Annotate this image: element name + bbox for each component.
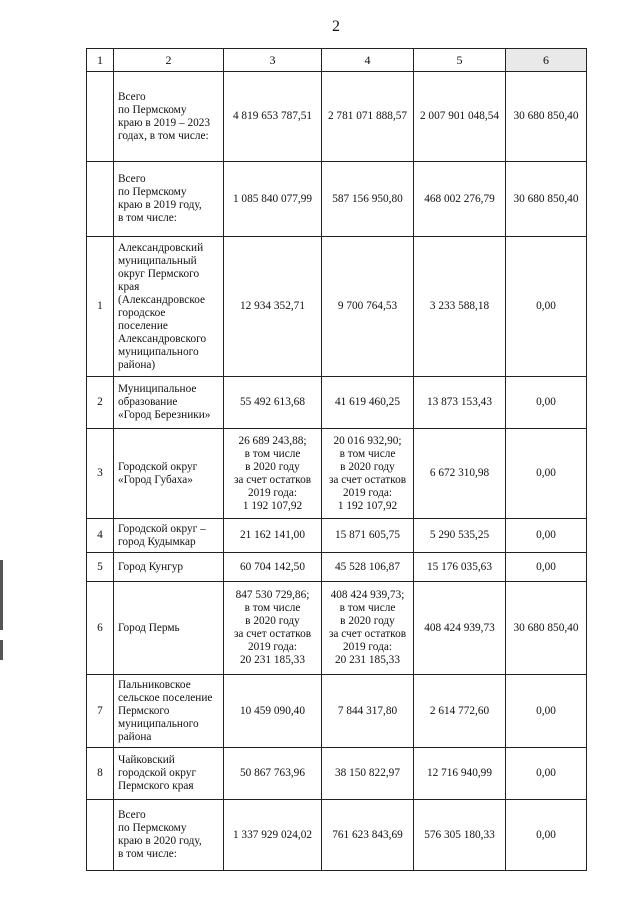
cell-text-line: в том числе: (118, 848, 177, 860)
cell-text-line: Город Кунгур (118, 560, 184, 573)
cell-text-line: 408 424 939,73 (424, 621, 495, 634)
territory-name-cell (114, 582, 224, 675)
cell-text-line: «Город Березники» (118, 409, 211, 421)
cell-text-line: за счет остатков (233, 473, 312, 486)
cell-text-line: 0,00 (536, 300, 556, 312)
table-row (87, 162, 587, 237)
cell-text-line: муниципального (118, 345, 199, 358)
column-6-amount-cell (506, 582, 587, 675)
column-3-amount-cell (224, 377, 322, 429)
cell-text-line: муниципального (118, 717, 199, 730)
cell-text-line: 0,00 (536, 767, 556, 779)
row-number-cell (87, 72, 114, 162)
table-row (87, 519, 587, 553)
cell-text-line: 0,00 (536, 529, 556, 541)
cell-text-line: в 2020 году (340, 615, 395, 627)
territory-name-cell (114, 72, 224, 162)
cell-text-line: 41 619 460,25 (335, 396, 400, 408)
cell-text-line: 15 871 605,75 (335, 529, 400, 541)
cell-text-line: в 2020 году (245, 615, 300, 627)
cell-text-line: Всего (118, 173, 146, 185)
column-3-amount-cell (224, 748, 322, 800)
column-4-amount-cell (322, 377, 414, 429)
column-6-amount-cell (506, 748, 587, 800)
cell-text-line: в 2020 году (340, 460, 395, 473)
column-5-amount-cell (414, 72, 506, 162)
row-number-cell (87, 800, 114, 871)
cell-text-line: округ Пермского (118, 267, 200, 280)
column-5-amount-cell (414, 582, 506, 675)
column-6-amount-cell (506, 429, 587, 519)
cell-text-line: 20 231 185,33 (335, 654, 400, 666)
page-number: 2 (332, 18, 340, 35)
column-6-amount-cell (506, 553, 587, 582)
column-4-amount-cell (322, 429, 414, 519)
cell-text-line: Чайковский (118, 754, 175, 766)
cell-text-line: Муниципальное (118, 383, 197, 395)
row-number-cell: 3 (87, 429, 114, 519)
cell-text-line: 30 680 850,40 (513, 110, 579, 122)
column-6-amount-cell (506, 377, 587, 429)
cell-text-line: 0,00 (536, 560, 556, 573)
column-4-amount-cell (322, 748, 414, 800)
header-cell-5: 5 (414, 49, 506, 72)
header-cell-6: 6 (506, 49, 587, 72)
cell-text-line: «Город Губаха» (118, 473, 193, 486)
cell-text-line: краю в 2020 году, (118, 835, 202, 847)
cell-text-line: 12 716 940,99 (427, 767, 492, 779)
column-3-amount-cell (224, 675, 322, 748)
column-3-amount-cell (224, 162, 322, 237)
cell-text-line: Александровского (118, 332, 207, 345)
cell-text-line: 30 680 850,40 (513, 621, 579, 634)
column-6-amount-cell (506, 72, 587, 162)
table-row (87, 429, 587, 519)
cell-text-line: 2019 года: (248, 486, 297, 499)
column-3-amount-cell (224, 582, 322, 675)
cell-text-line: Пермского (118, 704, 170, 717)
column-5-amount-cell (414, 675, 506, 748)
territory-name-cell (114, 675, 224, 748)
territory-name-cell (114, 162, 224, 237)
cell-text-line: 3 233 588,18 (429, 300, 490, 312)
cell-text-line: района) (118, 358, 156, 371)
cell-text-line: в том числе (339, 447, 396, 460)
cell-text-line: 6 672 310,98 (429, 467, 490, 479)
cell-text-line: городское (118, 306, 166, 319)
territory-name-cell (114, 553, 224, 582)
cell-text-line: края (118, 280, 140, 293)
cell-text-line: город Кудымкар (118, 535, 196, 548)
column-5-amount-cell (414, 800, 506, 871)
territory-name-cell (114, 800, 224, 871)
column-5-amount-cell (414, 748, 506, 800)
table-row (87, 800, 587, 871)
scan-edge-mark (0, 560, 3, 630)
cell-text-line: 2 614 772,60 (429, 704, 490, 717)
cell-text-line: Городской округ – (118, 522, 206, 535)
row-number-cell: 6 (87, 582, 114, 675)
territory-name-cell (114, 429, 224, 519)
cell-text-line: 20 016 932,90; (333, 434, 402, 447)
cell-text-line: (Александровское (118, 293, 206, 306)
cell-text-line: за счет остатков (233, 628, 312, 640)
column-5-amount-cell (414, 429, 506, 519)
cell-text-line: 13 873 153,43 (427, 396, 492, 408)
cell-text-line: 7 844 317,80 (337, 704, 398, 717)
cell-text-line: 0,00 (536, 467, 556, 479)
cell-text-line: 2 781 071 888,57 (327, 110, 408, 122)
cell-text-line: краю в 2019 году, (118, 199, 202, 211)
cell-text-line: Город Пермь (118, 621, 180, 634)
cell-text-line: годах, в том числе: (118, 129, 209, 142)
cell-text-line: 9 700 764,53 (337, 300, 398, 312)
cell-text-line: 2019 года: (343, 641, 392, 653)
cell-text-line: 60 704 142,50 (240, 560, 305, 573)
column-4-amount-cell (322, 582, 414, 675)
cell-text-line: 38 150 822,97 (335, 767, 400, 779)
cell-text-line: в том числе: (118, 212, 177, 224)
cell-text-line: 45 528 106,87 (335, 560, 400, 573)
cell-text-line: 15 176 035,63 (427, 560, 492, 573)
cell-text-line: Городской округ (118, 460, 198, 473)
table-row (87, 553, 587, 582)
cell-text-line: 847 530 729,86; (235, 589, 310, 601)
cell-text-line: 10 459 090,40 (240, 704, 305, 717)
table-row (87, 72, 587, 162)
column-5-amount-cell (414, 553, 506, 582)
cell-text-line: 1 192 107,92 (337, 499, 398, 512)
cell-text-line: 1 192 107,92 (242, 499, 303, 512)
row-number-cell (87, 162, 114, 237)
row-number-cell: 2 (87, 377, 114, 429)
cell-text-line: поселение (118, 319, 168, 332)
cell-text-line: 50 867 763,96 (240, 767, 305, 779)
cell-text-line: образование (118, 396, 178, 408)
header-cell-4: 4 (322, 49, 414, 72)
cell-text-line: за счет остатков (328, 628, 407, 640)
cell-text-line: 2019 года: (343, 486, 392, 499)
column-4-amount-cell (322, 675, 414, 748)
column-3-amount-cell (224, 519, 322, 553)
cell-text-line: по Пермскому (118, 186, 187, 198)
column-6-amount-cell (506, 519, 587, 553)
header-cell-3: 3 (224, 49, 322, 72)
cell-text-line: сельское поселение (118, 691, 213, 704)
cell-text-line: 26 689 243,88; (238, 434, 307, 447)
column-3-amount-cell (224, 553, 322, 582)
cell-text-line: городской округ (118, 767, 197, 779)
cell-text-line: 468 002 276,79 (424, 192, 495, 205)
table-row (87, 748, 587, 800)
header-row (87, 49, 587, 72)
column-4-amount-cell (322, 553, 414, 582)
cell-text-line: Пальниковское (118, 678, 191, 691)
cell-text-line: 2 007 901 048,54 (419, 110, 500, 122)
column-4-amount-cell (322, 72, 414, 162)
column-5-amount-cell (414, 519, 506, 553)
column-5-amount-cell (414, 162, 506, 237)
budget-table (86, 48, 587, 871)
cell-text-line: по Пермскому (118, 822, 187, 834)
territory-name-cell (114, 377, 224, 429)
cell-text-line: 0,00 (536, 828, 556, 841)
column-3-amount-cell (224, 72, 322, 162)
cell-text-line: 12 934 352,71 (240, 300, 305, 312)
cell-text-line: в 2020 году (245, 460, 300, 473)
column-6-amount-cell (506, 162, 587, 237)
column-3-amount-cell (224, 800, 322, 871)
cell-text-line: 0,00 (536, 704, 556, 717)
cell-text-line: 55 492 613,68 (240, 396, 305, 408)
cell-text-line: 5 290 535,25 (429, 529, 490, 541)
cell-text-line: 408 424 939,73; (330, 589, 405, 601)
column-4-amount-cell (322, 800, 414, 871)
row-number-cell: 1 (87, 237, 114, 377)
cell-text-line: 21 162 141,00 (240, 529, 305, 541)
scan-edge-mark (0, 640, 3, 660)
cell-text-line: в том числе (244, 447, 301, 460)
table-row (87, 377, 587, 429)
column-3-amount-cell (224, 237, 322, 377)
table-row (87, 582, 587, 675)
territory-name-cell (114, 519, 224, 553)
cell-text-line: 4 819 653 787,51 (232, 110, 313, 122)
column-4-amount-cell (322, 519, 414, 553)
cell-text-line: района (118, 730, 152, 743)
cell-text-line: за счет остатков (328, 473, 407, 486)
cell-text-line: Пермского края (118, 780, 194, 792)
cell-text-line: Александровский (118, 241, 204, 254)
column-3-amount-cell (224, 429, 322, 519)
cell-text-line: краю в 2019 – 2023 (118, 116, 211, 129)
cell-text-line: Всего (118, 90, 146, 103)
column-5-amount-cell (414, 377, 506, 429)
table-row (87, 675, 587, 748)
cell-text-line: 1 085 840 077,99 (232, 192, 313, 205)
cell-text-line: муниципальный (118, 254, 197, 267)
row-number-cell: 5 (87, 553, 114, 582)
territory-name-cell (114, 748, 224, 800)
cell-text-line: 587 156 950,80 (332, 192, 403, 205)
cell-text-line: по Пермскому (118, 103, 187, 116)
cell-text-line: в том числе (244, 602, 301, 614)
cell-text-line: 576 305 180,33 (424, 828, 495, 841)
column-5-amount-cell (414, 237, 506, 377)
cell-text-line: 2019 года: (248, 641, 297, 653)
column-4-amount-cell (322, 237, 414, 377)
header-cell-1: 1 (87, 49, 114, 72)
header-cell-2: 2 (114, 49, 224, 72)
cell-text-line: 0,00 (536, 396, 556, 408)
column-4-amount-cell (322, 162, 414, 237)
column-6-amount-cell (506, 237, 587, 377)
column-6-amount-cell (506, 675, 587, 748)
row-number-cell: 8 (87, 748, 114, 800)
cell-text-line: 761 623 843,69 (332, 828, 403, 841)
cell-text-line: 20 231 185,33 (240, 654, 305, 666)
table-row (87, 237, 587, 377)
cell-text-line: в том числе (339, 602, 396, 614)
row-number-cell: 4 (87, 519, 114, 553)
cell-text-line: 30 680 850,40 (513, 192, 579, 205)
territory-name-cell (114, 237, 224, 377)
column-6-amount-cell (506, 800, 587, 871)
cell-text-line: 1 337 929 024,02 (232, 828, 313, 841)
cell-text-line: Всего (118, 809, 146, 821)
row-number-cell: 7 (87, 675, 114, 748)
